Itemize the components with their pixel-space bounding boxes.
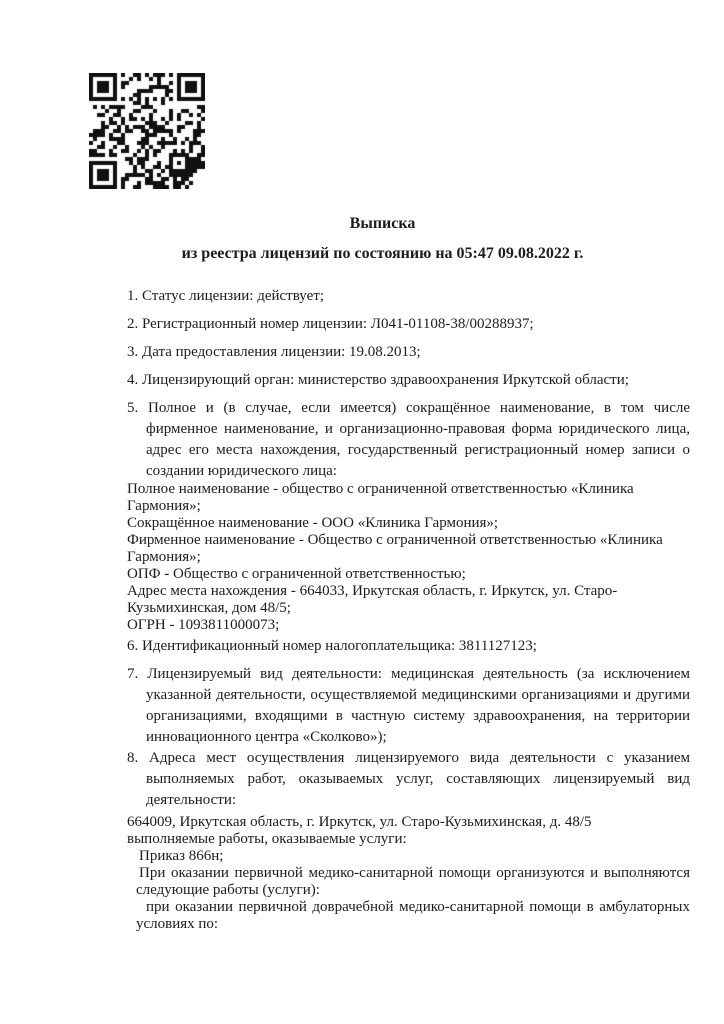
licensed-activity-item bbox=[127, 664, 690, 748]
pre-medical-line: условиях по: bbox=[136, 916, 219, 932]
page-subtitle: из реестра лицензий по состоянию на 05:47 09.08.2022 г. bbox=[181, 245, 584, 262]
item-number: 5. bbox=[127, 400, 139, 416]
document-title-block bbox=[101, 213, 664, 264]
item-number: 1. bbox=[127, 288, 139, 304]
org-detail-line: Фирменное наименование - Общество с ограниченной ответственностью «Клиника bbox=[127, 532, 663, 548]
licensing-authority-item bbox=[127, 370, 690, 391]
primary-care-line: следующие работы (услуги): bbox=[136, 882, 320, 898]
item-text: Дата предоставления лицензии: 19.08.2013; bbox=[142, 344, 421, 360]
item-number: 8. bbox=[127, 750, 139, 766]
org-names-intro-item bbox=[127, 398, 690, 482]
pre-medical-paragraph bbox=[136, 899, 690, 933]
org-detail-line: Адрес места нахождения - 664033, Иркутская область, г. Иркутск, ул. Старо- bbox=[127, 583, 618, 599]
order-866n-line: Приказ 866н; bbox=[139, 848, 224, 864]
org-detail-line: Сокращённое наименование - ООО «Клиника Гармония»; bbox=[127, 515, 499, 531]
org-details-block bbox=[127, 481, 690, 634]
item-text: Адреса мест осуществления лицензируемого вида деятельности с указанием выполняемых работ, оказываемых услуг, составляющих лицензируемый вид деятельности: bbox=[146, 750, 691, 808]
item-number: 2. bbox=[127, 316, 139, 332]
document-content bbox=[127, 0, 690, 933]
license-number-item bbox=[127, 314, 690, 335]
org-detail-line: Полное наименование - общество с ограниченной ответственностью «Клиника bbox=[127, 481, 634, 497]
numbered-items bbox=[127, 286, 690, 933]
page-title: Выписка bbox=[349, 215, 416, 232]
taxpayer-id-item bbox=[127, 636, 690, 657]
works-services-label: выполняемые работы, оказываемые услуги: bbox=[127, 831, 407, 847]
item-text: Идентификационный номер налогоплательщика: 3811127123; bbox=[142, 638, 537, 654]
license-status-item bbox=[127, 286, 690, 307]
item-text: Лицензирующий орган: министерство здравоохранения Иркутской области; bbox=[142, 372, 629, 388]
org-detail-line: Гармония»; bbox=[127, 549, 201, 565]
item-number: 6. bbox=[127, 638, 139, 654]
item-number: 4. bbox=[127, 372, 139, 388]
org-detail-line: ОПФ - Общество с ограниченной ответственностью; bbox=[127, 566, 466, 582]
activity-addresses-item bbox=[127, 748, 690, 811]
item-text: Полное и (в случае, если имеется) сокращённое наименование, в том числе фирменное наименование, и организационно-правовая форма юридического лица, адрес его места нахождения, государственный регистрационный номер записи о создании юридического лица: bbox=[146, 400, 691, 479]
item-number: 7. bbox=[127, 666, 139, 682]
item-text: Регистрационный номер лицензии: Л041-01108-38/00288937; bbox=[142, 316, 534, 332]
item-text: Статус лицензии: действует; bbox=[142, 288, 324, 304]
item-number: 3. bbox=[127, 344, 139, 360]
org-detail-line: Кузьмихинская, дом 48/5; bbox=[127, 600, 291, 616]
primary-care-paragraph bbox=[136, 865, 690, 899]
primary-care-line: При оказании первичной медико-санитарной помощи организуются и выполняются bbox=[139, 865, 690, 881]
pre-medical-line: при оказании первичной доврачебной медико-санитарной помощи в амбулаторных bbox=[146, 899, 690, 915]
item-text: Лицензируемый вид деятельности: медицинская деятельность (за исключением указанной деятельности, осуществляемой медицинскими организациями и другими организациями, входящими в частную систему здравоохранения, на территории инновационного центра «Сколково»); bbox=[146, 666, 691, 745]
license-grant-date-item bbox=[127, 342, 690, 363]
org-detail-line: ОГРН - 1093811000073; bbox=[127, 617, 280, 633]
activity-address-line: 664009, Иркутская область, г. Иркутск, ул. Старо-Кузьмихинская, д. 48/5 bbox=[127, 814, 592, 830]
org-detail-line: Гармония»; bbox=[127, 498, 201, 514]
activity-address-block bbox=[127, 814, 690, 848]
